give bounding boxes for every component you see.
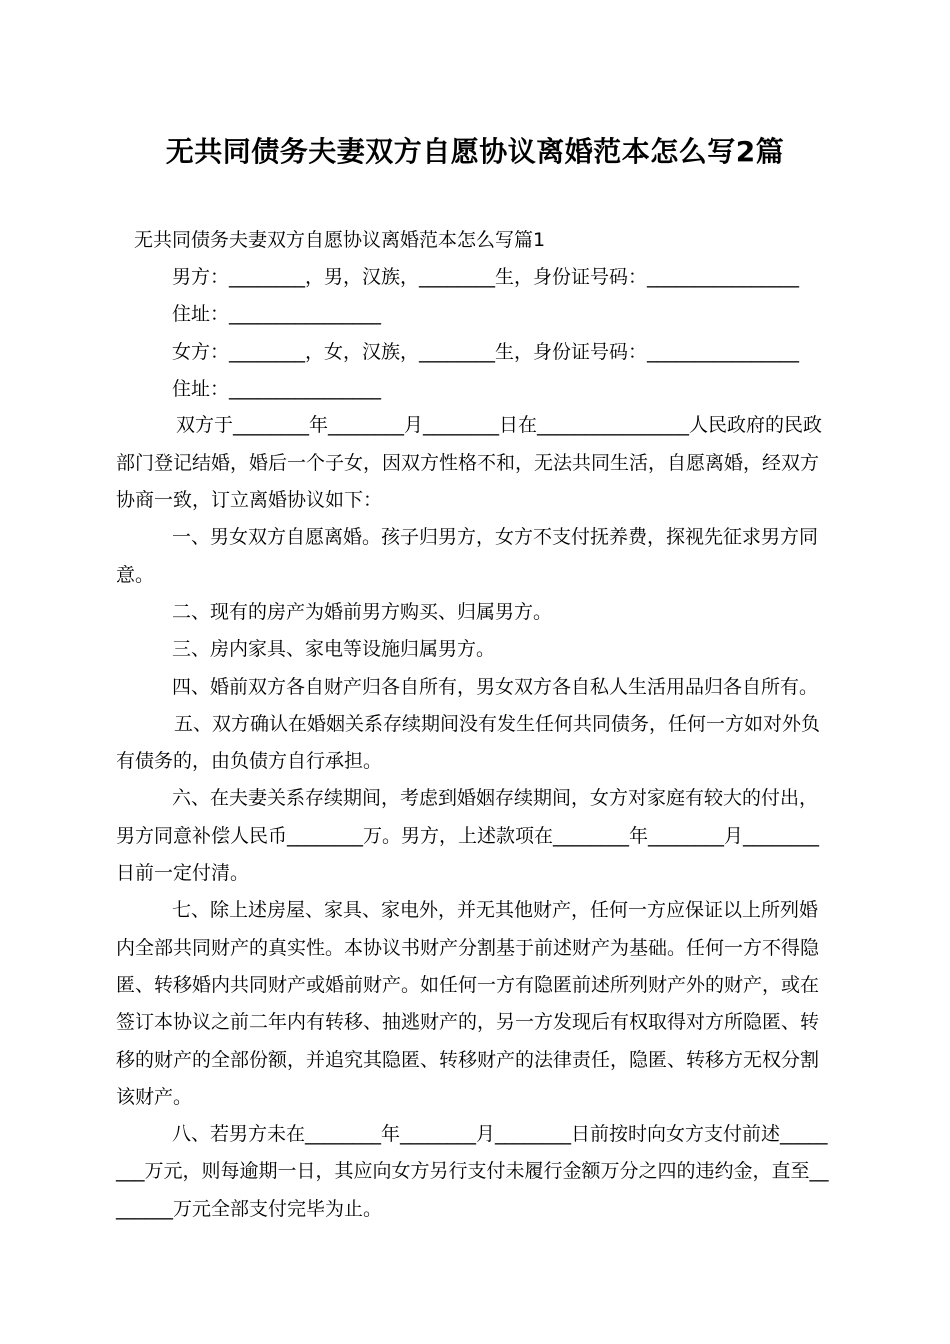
clause-2-line: 二、现有的房产为婚前男方购买、归属男方。 [172, 601, 553, 623]
clause-1-line: 一、男女双方自愿离婚。孩子归男方，女方不支付抚养费，探视先征求男方同 [172, 526, 819, 548]
paragraph-line: 协商一致，订立离婚协议如下： [116, 489, 383, 511]
paragraph-line: 双方于________年________月________日在________________人民政府的民政 [176, 414, 823, 436]
document-title: 无共同债务夫妻双方自愿协议离婚范本怎么写2篇 [165, 135, 785, 168]
clause-6-line: 六、在夫妻关系存续期间，考虑到婚姻存续期间，女方对家庭有较大的付出， [172, 787, 819, 809]
clause-8-line: ___万元，则每逾期一日，其应向女方另行支付未履行金额万分之四的违约金，直至__ [116, 1160, 829, 1182]
clause-5-line: 有债务的，由负债方自行承担。 [116, 750, 383, 772]
clause-7-line: 该财产。 [116, 1086, 193, 1108]
husband-info-line: 男方：________，男，汉族，________生，身份证号码：________________ [172, 266, 800, 288]
clause-3-line: 三、房内家具、家电等设施归属男方。 [172, 638, 496, 660]
clause-7-line: 内全部共同财产的真实性。本协议书财产分割基于前述财产为基础。任何一方不得隐 [116, 937, 820, 959]
clause-7-line: 七、除上述房屋、家具、家电外，并无其他财产，任何一方应保证以上所列婚 [172, 899, 819, 921]
clause-6-line: 日前一定付清。 [116, 862, 250, 884]
paragraph-line: 部门登记结婚，婚后一个子女，因双方性格不和，无法共同生活，自愿离婚，经双方 [116, 452, 820, 474]
wife-address-line: 住址：________________ [172, 378, 382, 400]
clause-6-line: 男方同意补偿人民币________万。男方，上述款项在________年________月________ [116, 825, 820, 847]
clause-5-line: 五、双方确认在婚姻关系存续期间没有发生任何共同债务，任何一方如对外负 [174, 713, 821, 735]
section-heading: 无共同债务夫妻双方自愿协议离婚范本怎么写篇1 [134, 229, 546, 251]
clause-1-line: 意。 [116, 564, 155, 586]
wife-info-line: 女方：________，女，汉族，________生，身份证号码：________________ [172, 341, 800, 363]
clause-8-line: 八、若男方未在________年________月________日前按时向女方支付前述_____ [172, 1123, 828, 1145]
clause-7-line: 匿、转移婚内共同财产或婚前财产。如任何一方有隐匿前述所列财产外的财产，或在 [116, 974, 820, 996]
clause-4-line: 四、婚前双方各自财产归各自所有，男女双方各自私人生活用品归各自所有。 [172, 676, 819, 698]
clause-8-line: ______万元全部支付完毕为止。 [116, 1198, 383, 1220]
clause-7-line: 签订本协议之前二年内有转移、抽逃财产的，另一方发现后有权取得对方所隐匿、转 [116, 1011, 820, 1033]
clause-7-line: 移的财产的全部份额，并追究其隐匿、转移财产的法律责任，隐匿、转移方无权分割 [116, 1049, 820, 1071]
husband-address-line: 住址：________________ [172, 303, 382, 325]
